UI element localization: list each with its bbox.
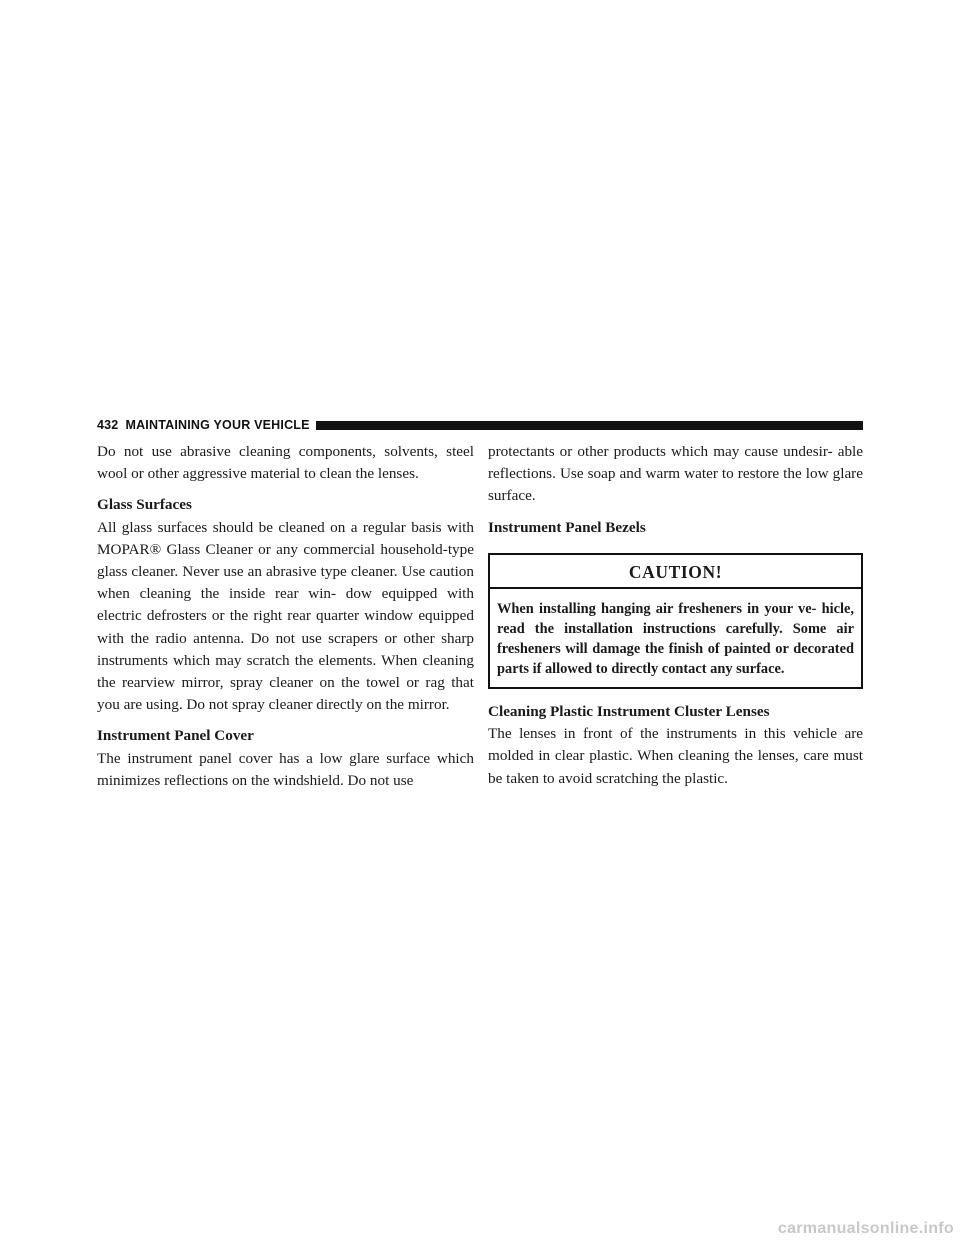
header-rule <box>316 421 863 430</box>
glass-surfaces-paragraph: All glass surfaces should be cleaned on a regular basis with MOPAR® Glass Cleaner or any commercial household-type glass cleaner. Never use an abrasive type cleaner. Use caution when cleaning the inside rear win- dow equipped with electric defrosters or the right rear quarter window equipped with the radio antenna. Do not use scrapers or other sharp instruments which may scratch the elements. When cleaning the rearview mirror, spray cleaner on the towel or rag that you are using. Do not spray cleaner directly on the mirror. <box>97 518 474 714</box>
section-title: MAINTAINING YOUR VEHICLE <box>125 418 310 432</box>
left-column <box>97 441 474 792</box>
caution-body: When installing hanging air fresheners in your ve- hicle, read the installation instructions carefully. Some air fresheners will damage the finish of painted or decorated parts if allowed to directly contact any surface. <box>497 601 854 678</box>
instrument-panel-cover-heading: Instrument Panel Cover <box>97 727 254 745</box>
instrument-panel-bezels-heading: Instrument Panel Bezels <box>488 518 646 536</box>
watermark: carmanualsonline.info <box>777 1220 954 1237</box>
instrument-panel-cover-paragraph: The instrument panel cover has a low glare surface which minimizes reflections on the windshield. Do not use <box>97 749 474 789</box>
page-number: 432 <box>97 418 119 432</box>
caution-title: CAUTION! <box>490 555 861 589</box>
glass-surfaces-heading: Glass Surfaces <box>97 496 192 514</box>
caution-box <box>488 553 863 689</box>
right-column <box>488 441 863 790</box>
cluster-lenses-heading: Cleaning Plastic Instrument Cluster Lenses <box>488 703 770 721</box>
continued-paragraph: protectants or other products which may cause undesir- able reflections. Use soap and warm water to restore the low glare surface. <box>488 443 863 505</box>
page-header <box>97 418 863 432</box>
cluster-lenses-paragraph: The lenses in front of the instruments in this vehicle are molded in clear plastic. When cleaning the lenses, care must be taken to avoid scratching the plastic. <box>488 725 863 787</box>
intro-paragraph: Do not use abrasive cleaning components, solvents, steel wool or other aggressive material to clean the lenses. <box>97 443 474 483</box>
